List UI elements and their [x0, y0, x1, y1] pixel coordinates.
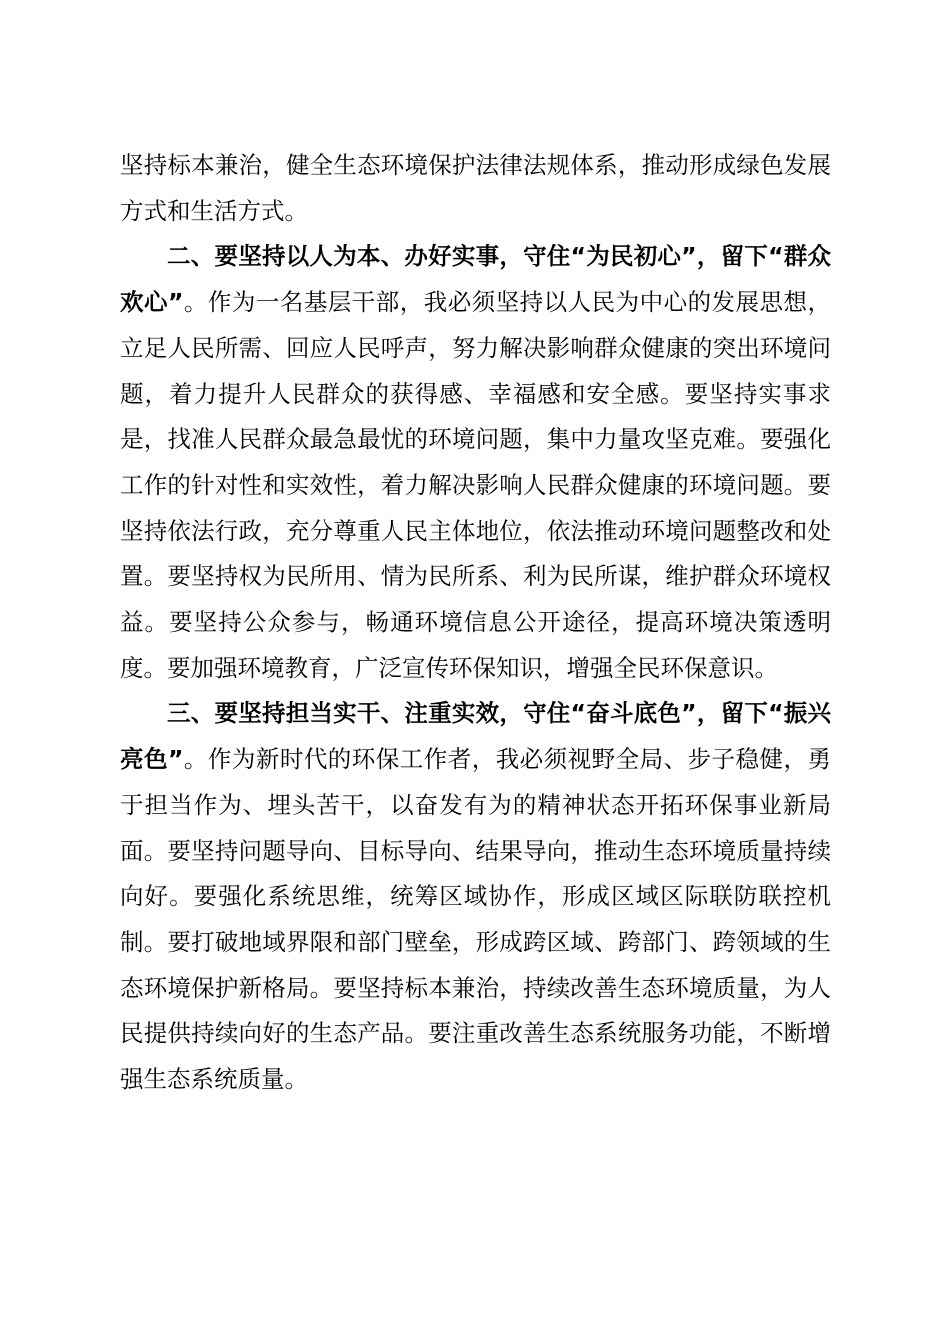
- paragraph-text: 坚持标本兼治，健全生态环境保护法律法规体系，推动形成绿色发展方式和生活方式。: [120, 151, 831, 225]
- paragraph-section-three: [120, 691, 831, 1102]
- section-three-heading: 三、要坚持担当实干、注重实效，守住“奋斗底色”，留下“振兴亮色”: [120, 699, 831, 774]
- section-three-body: 。作为新时代的环保工作者，我必须视野全局、步子稳健，勇于担当作为、埋头苦干，以奋发有为的精神状态开拓环保事业新局面。要坚持问题导向、目标导向、结果导向，推动生态环境质量持续向好。要强化系统思维，统筹区域协作，形成区域区际联防联控机制。要打破地域界限和部门壁垒，形成跨区域、跨部门、跨领域的生态环境保护新格局。要坚持标本兼治，持续改善生态环境质量，为人民提供持续向好的生态产品。要注重改善生态系统服务功能，不断增强生态系统质量。: [120, 745, 831, 1094]
- section-two-body: 。作为一名基层干部，我必须坚持以人民为中心的发展思想，立足人民所需、回应人民呼声，努力解决影响群众健康的突出环境问题，着力提升人民群众的获得感、幸福感和安全感。要坚持实事求是，找准人民群众最急最忧的环境问题，集中力量攻坚克难。要强化工作的针对性和实效性，着力解决影响人民群众健康的环境问题。要坚持依法行政，充分尊重人民主体地位，依法推动环境问题整改和处置。要坚持权为民所用、情为民所系、利为民所谋，维护群众环境权益。要坚持公众参与，畅通环境信息公开途径，提高环境决策透明度。要加强环境教育，广泛宣传环保知识，增强全民环保意识。: [120, 288, 831, 682]
- paragraph-continuation: [120, 143, 831, 234]
- section-two-heading: 二、要坚持以人为本、办好实事，守住“为民初心”，留下“群众欢心”: [120, 242, 831, 317]
- paragraph-section-two: [120, 234, 831, 691]
- document-page: [120, 143, 831, 1103]
